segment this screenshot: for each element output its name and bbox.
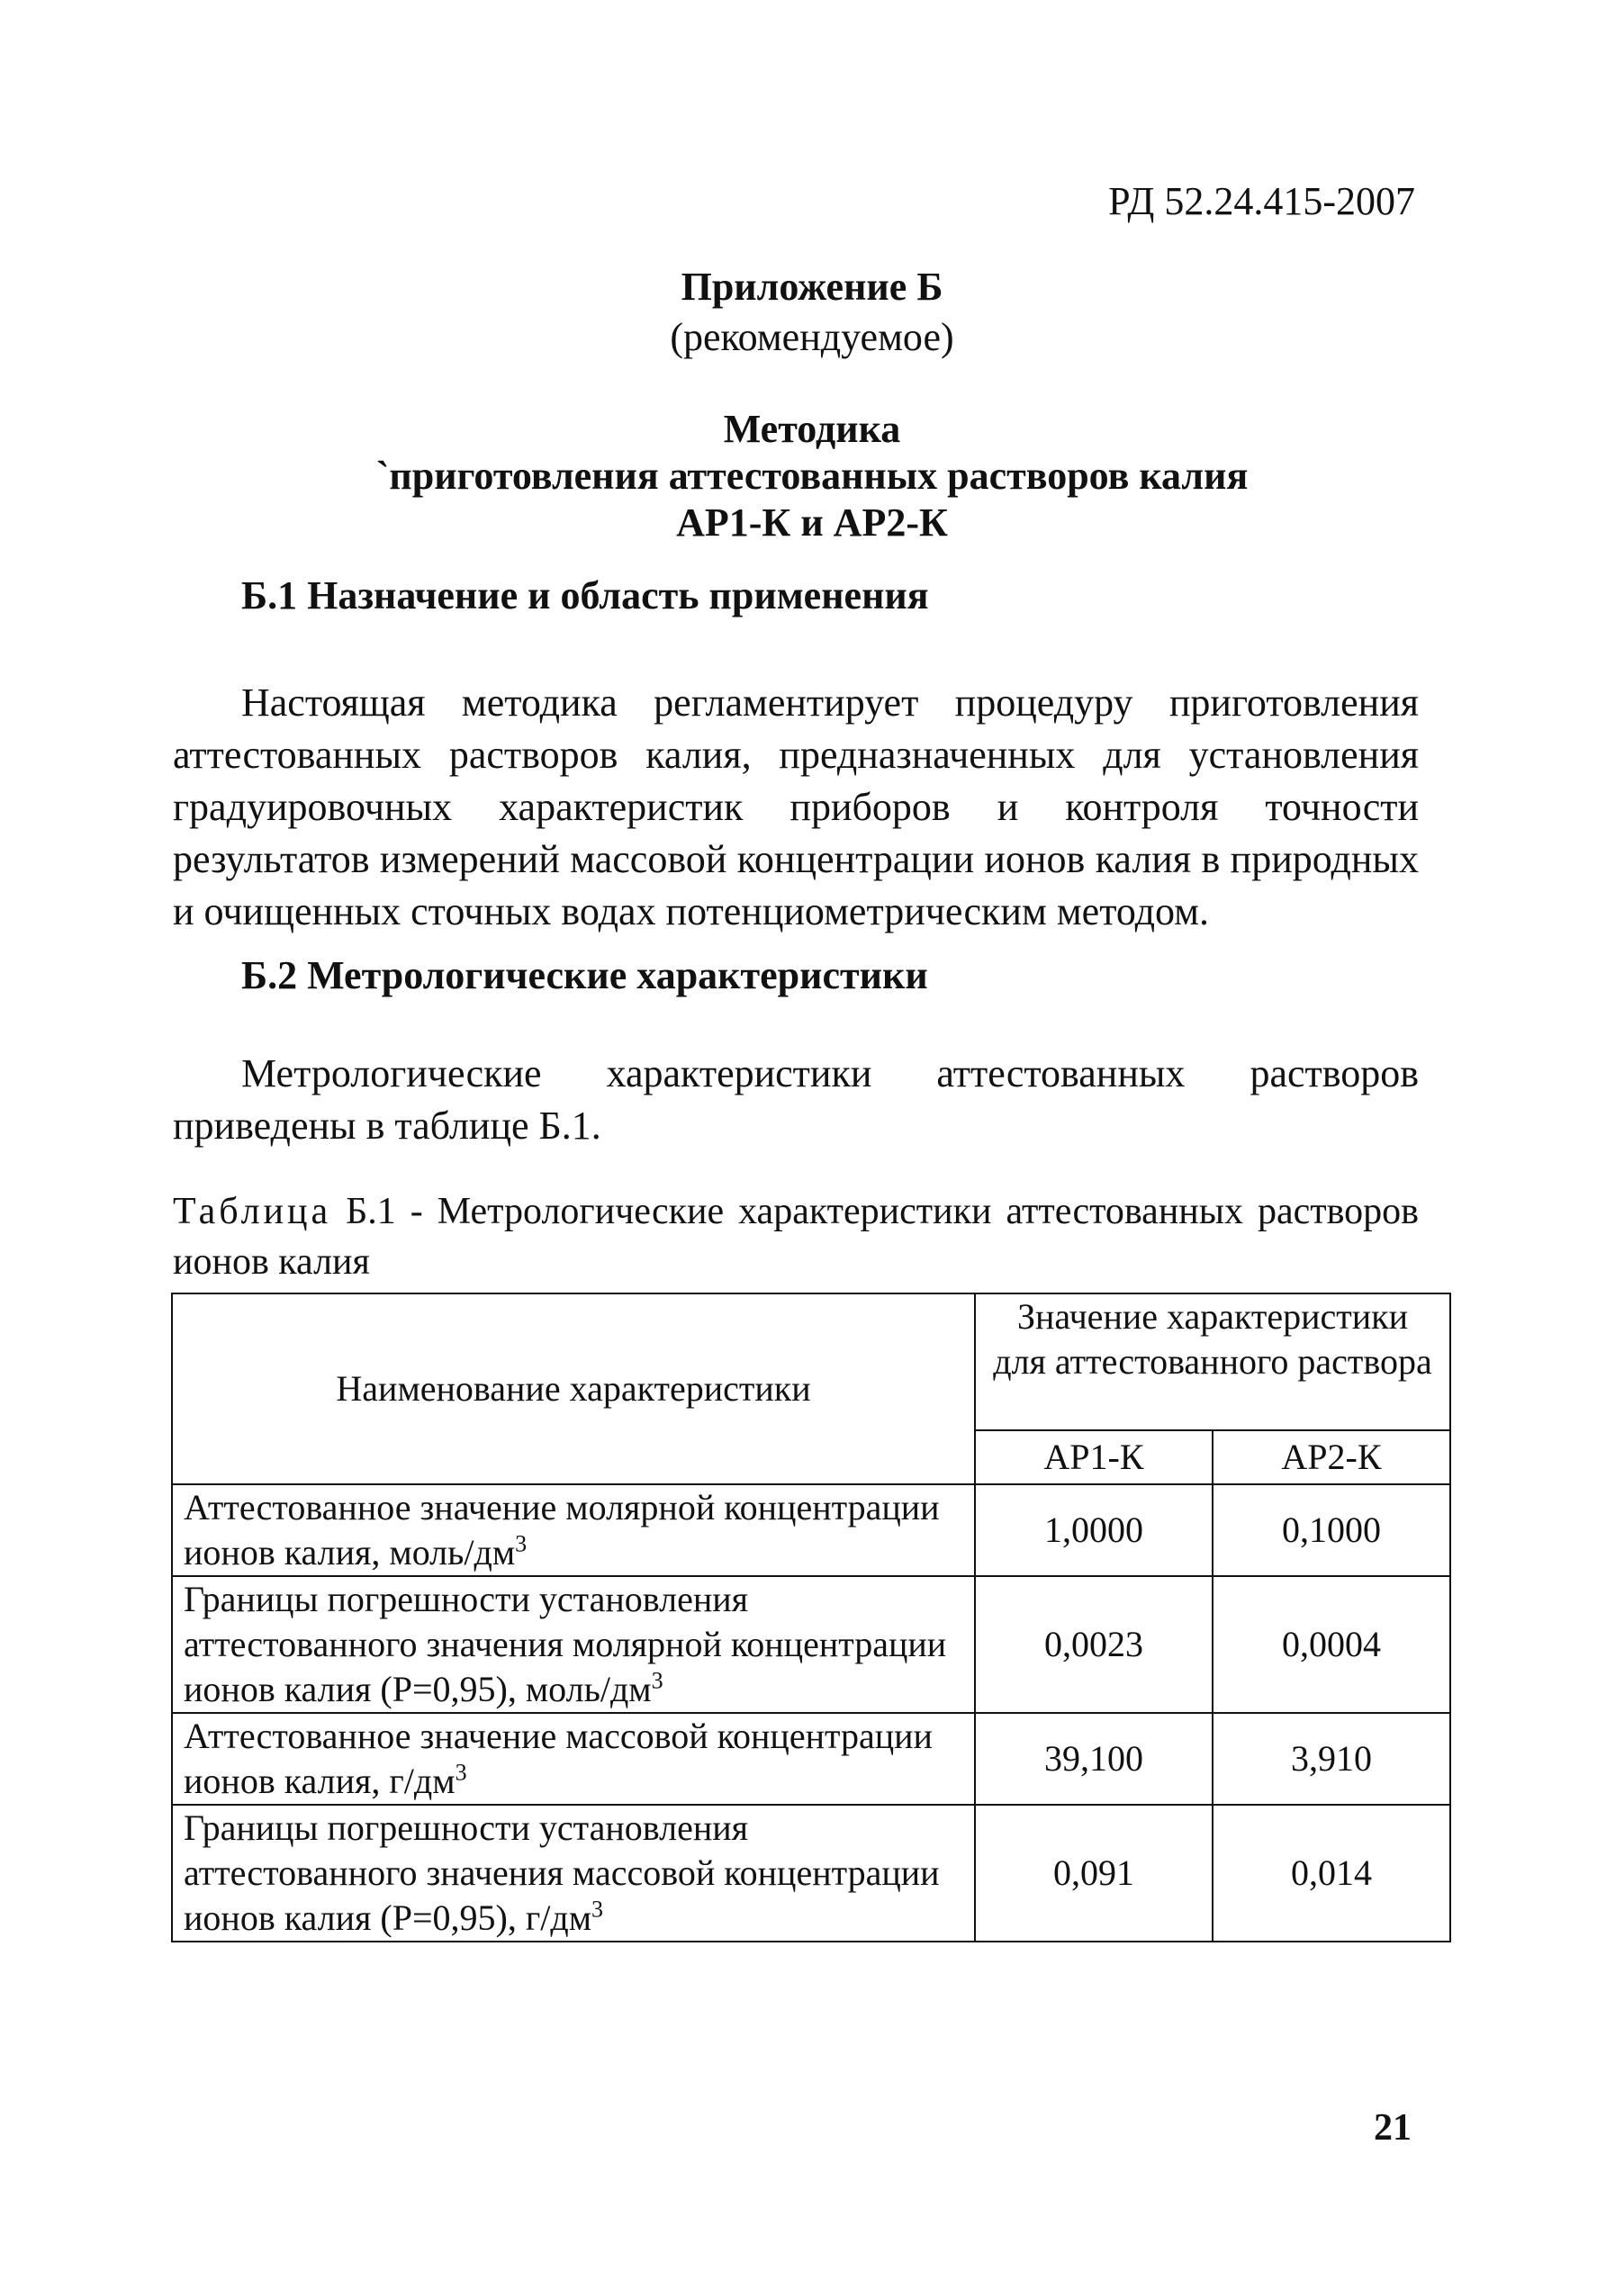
table-row: [172, 1805, 1450, 1942]
header-value-cell: Значение характеристики для аттестованного раствора: [975, 1293, 1450, 1430]
row-value-ap1k: 1,0000: [975, 1484, 1213, 1576]
row-value-ap2k: 0,0004: [1213, 1576, 1450, 1713]
row-name: Границы погрешности установления аттестованного значения массовой концентрации ионов калия (Р=0,95), $г/дм^3$: [172, 1805, 975, 1942]
header-ap1k: АР1-К: [975, 1430, 1213, 1484]
annex-subtitle: (рекомендуемое): [670, 315, 954, 359]
row-value-ap2k: 0,1000: [1213, 1484, 1450, 1576]
section-1-heading: Б.1 Назначение и область применения: [241, 573, 929, 617]
row-value-ap1k: 39,100: [975, 1713, 1213, 1805]
document-code: РД 52.24.415-2007: [1108, 179, 1415, 223]
table-row: [172, 1576, 1450, 1713]
section-2-heading: Б.2 Метрологические характеристики: [241, 953, 928, 997]
row-value-ap2k: 3,910: [1213, 1713, 1450, 1805]
row-name: Аттестованное значение молярной концентрации ионов калия, моль/$дм^3$: [172, 1484, 975, 1576]
section-1-paragraph: Настоящая методика регламентирует процедуру приготовления аттестованных растворов калия, предназначенных для установления градуировочных характеристик приборов и контроля точности результатов измерений массовой концентрации ионов калия в природных и очищенных сточных водах потенциометрическим методом.: [173, 680, 1419, 933]
table-caption-label: Таблица: [173, 1191, 332, 1232]
method-title-line1: Методика: [723, 407, 901, 451]
section-2-paragraph: Метрологические характеристики аттестованных растворов приведены в таблице Б.1.: [173, 1051, 1419, 1148]
method-title-line3: АР1-К и АР2-К: [676, 500, 948, 545]
header-name-cell: Наименование характеристики: [172, 1293, 975, 1484]
metrological-table: [171, 1293, 1451, 1942]
table-caption-text: Б.1 - Метрологические характеристики аттестованных растворов ионов калия: [173, 1191, 1419, 1283]
row-name: Границы погрешности установления аттестованного значения молярной концентрации ионов калия (Р=0,95), моль/$дм^3$: [172, 1576, 975, 1713]
page-number: 21: [1374, 2107, 1412, 2149]
row-name: Аттестованное значение массовой концентрации ионов калия, $г/дм^3$: [172, 1713, 975, 1805]
table-row: [172, 1484, 1450, 1576]
table-caption: [173, 1186, 1419, 1287]
row-value-ap1k: 0,0023: [975, 1576, 1213, 1713]
method-title-line2: `приготовления аттестованных растворов калия: [375, 454, 1249, 498]
annex-title: Приложение Б: [681, 265, 943, 309]
header-ap2k: АР2-К: [1213, 1430, 1450, 1484]
row-value-ap2k: 0,014: [1213, 1805, 1450, 1942]
table-row: [172, 1713, 1450, 1805]
row-value-ap1k: 0,091: [975, 1805, 1213, 1942]
